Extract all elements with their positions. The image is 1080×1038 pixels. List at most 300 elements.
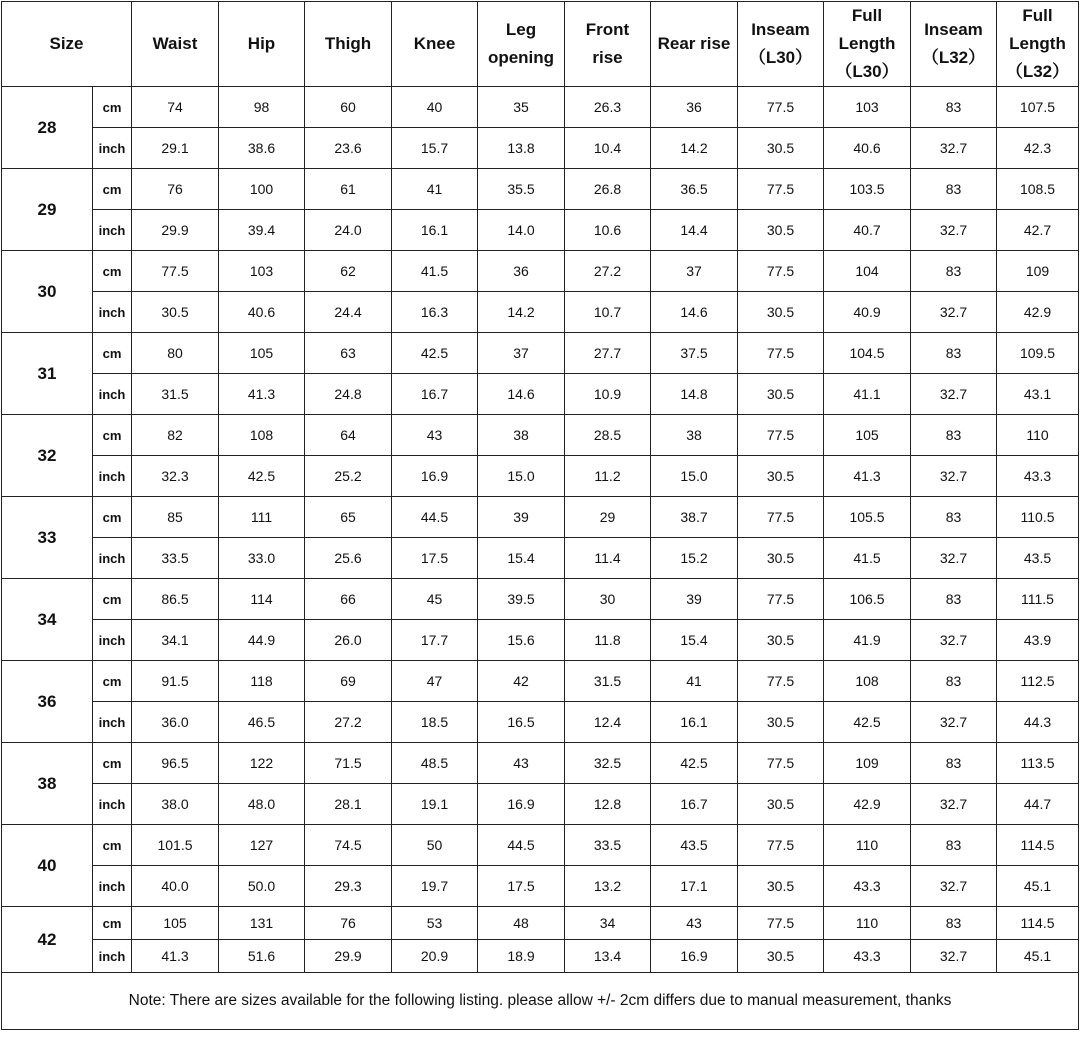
unit-label-cm: cm [93,825,132,866]
measurement-cell: 36.0 [132,702,219,743]
measurement-cell: 37 [478,333,565,374]
measurement-cell: 83 [911,661,997,702]
measurement-cell: 15.4 [651,620,738,661]
measurement-cell: 30.5 [738,374,824,415]
measurement-cell: 77.5 [738,169,824,210]
header-label: Inseam [924,20,983,39]
measurement-cell: 108 [824,661,911,702]
size-row-inch [2,374,1079,415]
measurement-cell: 76 [305,907,392,940]
measurement-cell: 110 [824,825,911,866]
header-size: Size [2,2,132,87]
measurement-cell: 16.7 [651,784,738,825]
measurement-cell: 30.5 [738,866,824,907]
measurement-cell: 86.5 [132,579,219,620]
measurement-cell: 27.2 [305,702,392,743]
unit-label-inch: inch [93,784,132,825]
unit-label-inch: inch [93,292,132,333]
measurement-cell: 32.7 [911,784,997,825]
unit-label-cm: cm [93,333,132,374]
size-label: 32 [2,415,93,497]
measurement-cell: 103 [219,251,305,292]
size-row-inch [2,784,1079,825]
measurement-cell: 25.2 [305,456,392,497]
measurement-cell: 50.0 [219,866,305,907]
measurement-cell: 30.5 [738,620,824,661]
measurement-cell: 83 [911,497,997,538]
size-label: 29 [2,169,93,251]
measurement-cell: 11.4 [565,538,651,579]
measurement-cell: 32.7 [911,210,997,251]
measurement-cell: 18.9 [478,940,565,973]
size-row-inch [2,210,1079,251]
measurement-cell: 23.6 [305,128,392,169]
size-label: 42 [2,907,93,973]
measurement-cell: 32.7 [911,702,997,743]
measurement-cell: 28.1 [305,784,392,825]
header-label: Inseam [751,20,810,39]
measurement-cell: 29 [565,497,651,538]
header-column [911,2,997,87]
measurement-cell: 30.5 [738,538,824,579]
measurement-cell: 34 [565,907,651,940]
measurement-cell: 77.5 [738,497,824,538]
size-chart-table [1,1,1079,1030]
measurement-cell: 11.2 [565,456,651,497]
size-row-inch [2,128,1079,169]
measurement-cell: 32.7 [911,940,997,973]
size-label: 30 [2,251,93,333]
measurement-cell: 114.5 [997,825,1079,866]
measurement-cell: 111 [219,497,305,538]
measurement-cell: 77.5 [738,333,824,374]
size-label: 33 [2,497,93,579]
unit-label-inch: inch [93,620,132,661]
measurement-cell: 36 [651,87,738,128]
measurement-cell: 24.8 [305,374,392,415]
measurement-cell: 16.9 [478,784,565,825]
measurement-cell: 14.2 [651,128,738,169]
measurement-cell: 36.5 [651,169,738,210]
measurement-cell: 42.9 [824,784,911,825]
measurement-cell: 77.5 [738,743,824,784]
size-row-cm [2,743,1079,784]
measurement-cell: 43 [651,907,738,940]
size-row-inch [2,702,1079,743]
measurement-cell: 32.7 [911,456,997,497]
measurement-cell: 17.1 [651,866,738,907]
measurement-cell: 106.5 [824,579,911,620]
measurement-cell: 28.5 [565,415,651,456]
measurement-cell: 14.8 [651,374,738,415]
unit-label-inch: inch [93,210,132,251]
measurement-cell: 43 [392,415,478,456]
measurement-cell: 82 [132,415,219,456]
measurement-cell: 40.9 [824,292,911,333]
measurement-cell: 62 [305,251,392,292]
measurement-cell: 45.1 [997,866,1079,907]
measurement-cell: 48.5 [392,743,478,784]
unit-label-cm: cm [93,251,132,292]
measurement-cell: 108 [219,415,305,456]
measurement-cell: 109 [824,743,911,784]
measurement-cell: 80 [132,333,219,374]
measurement-cell: 41.1 [824,374,911,415]
measurement-cell: 15.0 [478,456,565,497]
measurement-cell: 32.7 [911,292,997,333]
measurement-cell: 105 [824,415,911,456]
header-label: Rear rise [657,34,731,53]
measurement-cell: 25.6 [305,538,392,579]
measurement-cell: 85 [132,497,219,538]
measurement-cell: 83 [911,825,997,866]
measurement-cell: 40.0 [132,866,219,907]
measurement-cell: 32.7 [911,866,997,907]
size-row-inch [2,940,1079,973]
measurement-cell: 41.3 [824,456,911,497]
measurement-cell: 42.7 [997,210,1079,251]
measurement-cell: 18.5 [392,702,478,743]
measurement-cell: 41.9 [824,620,911,661]
header-column [651,2,738,87]
measurement-cell: 10.9 [565,374,651,415]
measurement-cell: 63 [305,333,392,374]
size-row-cm [2,579,1079,620]
measurement-cell: 27.7 [565,333,651,374]
note-text: Note: There are sizes available for the following listing. please allow +/- 2cm differs due to manual measurement, thanks [2,973,1079,1030]
measurement-cell: 44.5 [478,825,565,866]
size-label: 34 [2,579,93,661]
measurement-cell: 83 [911,333,997,374]
size-row-inch [2,292,1079,333]
measurement-cell: 16.7 [392,374,478,415]
measurement-cell: 38 [478,415,565,456]
header-column [565,2,651,87]
header-column [305,2,392,87]
measurement-cell: 110 [997,415,1079,456]
measurement-cell: 131 [219,907,305,940]
measurement-cell: 77.5 [738,579,824,620]
measurement-cell: 15.6 [478,620,565,661]
size-row-cm [2,415,1079,456]
measurement-cell: 103.5 [824,169,911,210]
measurement-cell: 43.3 [997,456,1079,497]
measurement-cell: 76 [132,169,219,210]
measurement-cell: 110.5 [997,497,1079,538]
measurement-cell: 103 [824,87,911,128]
unit-label-inch: inch [93,940,132,973]
measurement-cell: 111.5 [997,579,1079,620]
size-row-inch [2,620,1079,661]
measurement-cell: 44.5 [392,497,478,538]
measurement-cell: 43.3 [824,940,911,973]
measurement-cell: 77.5 [738,415,824,456]
unit-label-cm: cm [93,743,132,784]
measurement-cell: 32.7 [911,620,997,661]
size-label: 28 [2,87,93,169]
measurement-cell: 33.5 [132,538,219,579]
size-label: 38 [2,743,93,825]
measurement-cell: 13.4 [565,940,651,973]
measurement-cell: 42.5 [651,743,738,784]
size-row-cm [2,251,1079,292]
measurement-cell: 40.6 [824,128,911,169]
unit-label-inch: inch [93,538,132,579]
measurement-cell: 16.1 [651,702,738,743]
measurement-cell: 77.5 [738,87,824,128]
measurement-cell: 10.6 [565,210,651,251]
measurement-cell: 17.5 [478,866,565,907]
measurement-cell: 10.4 [565,128,651,169]
table-body [2,87,1079,973]
measurement-cell: 13.8 [478,128,565,169]
measurement-cell: 41.3 [132,940,219,973]
header-label: rise [592,48,623,67]
measurement-cell: 113.5 [997,743,1079,784]
measurement-cell: 40 [392,87,478,128]
header-label: Hip [247,34,276,53]
measurement-cell: 29.1 [132,128,219,169]
measurement-cell: 30.5 [738,292,824,333]
measurement-cell: 13.2 [565,866,651,907]
measurement-cell: 16.3 [392,292,478,333]
measurement-cell: 39.4 [219,210,305,251]
measurement-cell: 77.5 [738,251,824,292]
unit-label-cm: cm [93,169,132,210]
measurement-cell: 45.1 [997,940,1079,973]
header-label: Full [851,6,883,25]
measurement-cell: 19.7 [392,866,478,907]
measurement-cell: 110 [824,907,911,940]
measurement-cell: 33.5 [565,825,651,866]
header-column [478,2,565,87]
measurement-cell: 83 [911,415,997,456]
measurement-cell: 39.5 [478,579,565,620]
measurement-cell: 114 [219,579,305,620]
size-row-cm [2,169,1079,210]
header-label: Length [838,34,896,53]
size-row-inch [2,456,1079,497]
measurement-cell: 48.0 [219,784,305,825]
measurement-cell: 31.5 [565,661,651,702]
measurement-cell: 101.5 [132,825,219,866]
header-label: Front [585,20,630,39]
header-label: Thigh [324,34,372,53]
size-row-inch [2,538,1079,579]
measurement-cell: 48 [478,907,565,940]
measurement-cell: 38.7 [651,497,738,538]
measurement-cell: 42 [478,661,565,702]
measurement-cell: 109 [997,251,1079,292]
size-row-cm [2,907,1079,940]
measurement-cell: 14.0 [478,210,565,251]
measurement-cell: 30 [565,579,651,620]
measurement-cell: 35.5 [478,169,565,210]
measurement-cell: 51.6 [219,940,305,973]
measurement-cell: 105.5 [824,497,911,538]
unit-label-cm: cm [93,497,132,538]
measurement-cell: 42.5 [824,702,911,743]
size-label: 36 [2,661,93,743]
measurement-cell: 83 [911,743,997,784]
size-row-inch [2,866,1079,907]
measurement-cell: 42.9 [997,292,1079,333]
measurement-cell: 41.5 [392,251,478,292]
header-column [738,2,824,87]
measurement-cell: 30.5 [738,456,824,497]
measurement-cell: 15.0 [651,456,738,497]
measurement-cell: 30.5 [738,940,824,973]
measurement-cell: 16.9 [392,456,478,497]
measurement-cell: 11.8 [565,620,651,661]
measurement-cell: 43.1 [997,374,1079,415]
measurement-cell: 43.9 [997,620,1079,661]
unit-label-inch: inch [93,866,132,907]
measurement-cell: 42.5 [392,333,478,374]
size-label: 40 [2,825,93,907]
measurement-cell: 26.0 [305,620,392,661]
measurement-cell: 39 [651,579,738,620]
unit-label-inch: inch [93,374,132,415]
unit-label-cm: cm [93,579,132,620]
measurement-cell: 26.3 [565,87,651,128]
header-label: （L30） [748,48,813,67]
measurement-cell: 112.5 [997,661,1079,702]
measurement-cell: 30.5 [132,292,219,333]
header-label: opening [487,48,555,67]
unit-label-inch: inch [93,456,132,497]
measurement-cell: 114.5 [997,907,1079,940]
measurement-cell: 14.2 [478,292,565,333]
measurement-cell: 16.1 [392,210,478,251]
measurement-cell: 37.5 [651,333,738,374]
measurement-cell: 107.5 [997,87,1079,128]
measurement-cell: 69 [305,661,392,702]
measurement-cell: 65 [305,497,392,538]
measurement-cell: 30.5 [738,784,824,825]
header-label: Full [1022,6,1053,25]
measurement-cell: 83 [911,251,997,292]
measurement-cell: 40.6 [219,292,305,333]
measurement-cell: 118 [219,661,305,702]
measurement-cell: 104 [824,251,911,292]
measurement-cell: 74 [132,87,219,128]
header-label: Waist [152,34,198,53]
size-label: 31 [2,333,93,415]
measurement-cell: 96.5 [132,743,219,784]
measurement-cell: 15.7 [392,128,478,169]
measurement-cell: 127 [219,825,305,866]
header-column [132,2,219,87]
unit-label-cm: cm [93,87,132,128]
unit-label-inch: inch [93,702,132,743]
measurement-cell: 61 [305,169,392,210]
header-label: （L32） [921,48,986,67]
measurement-cell: 74.5 [305,825,392,866]
header-column [997,2,1079,87]
measurement-cell: 41.3 [219,374,305,415]
measurement-cell: 42.5 [219,456,305,497]
measurement-cell: 34.1 [132,620,219,661]
unit-label-cm: cm [93,907,132,940]
measurement-cell: 27.2 [565,251,651,292]
measurement-cell: 17.5 [392,538,478,579]
measurement-cell: 33.0 [219,538,305,579]
measurement-cell: 122 [219,743,305,784]
header-column [392,2,478,87]
measurement-cell: 45 [392,579,478,620]
measurement-cell: 26.8 [565,169,651,210]
measurement-cell: 30.5 [738,702,824,743]
header-label: Length [1009,34,1066,53]
measurement-cell: 19.1 [392,784,478,825]
measurement-cell: 91.5 [132,661,219,702]
measurement-cell: 44.9 [219,620,305,661]
measurement-cell: 32.7 [911,128,997,169]
measurement-cell: 77.5 [738,661,824,702]
measurement-cell: 77.5 [738,825,824,866]
header-label: （L32） [1005,62,1070,81]
size-row-cm [2,825,1079,866]
measurement-cell: 105 [132,907,219,940]
measurement-cell: 43.5 [651,825,738,866]
measurement-cell: 20.9 [392,940,478,973]
size-row-cm [2,87,1079,128]
measurement-cell: 41 [651,661,738,702]
measurement-cell: 32.3 [132,456,219,497]
measurement-cell: 37 [651,251,738,292]
measurement-cell: 47 [392,661,478,702]
measurement-cell: 43.3 [824,866,911,907]
measurement-cell: 108.5 [997,169,1079,210]
measurement-cell: 29.9 [132,210,219,251]
measurement-cell: 16.5 [478,702,565,743]
measurement-cell: 109.5 [997,333,1079,374]
unit-label-cm: cm [93,661,132,702]
measurement-cell: 14.6 [478,374,565,415]
measurement-cell: 17.7 [392,620,478,661]
measurement-cell: 24.0 [305,210,392,251]
measurement-cell: 10.7 [565,292,651,333]
measurement-cell: 66 [305,579,392,620]
measurement-cell: 83 [911,169,997,210]
header-label: Leg [505,20,537,39]
measurement-cell: 83 [911,907,997,940]
measurement-cell: 12.8 [565,784,651,825]
measurement-cell: 12.4 [565,702,651,743]
header-row [2,2,1079,87]
measurement-cell: 32.5 [565,743,651,784]
measurement-cell: 36 [478,251,565,292]
measurement-cell: 53 [392,907,478,940]
unit-label-inch: inch [93,128,132,169]
measurement-cell: 83 [911,87,997,128]
measurement-cell: 39 [478,497,565,538]
measurement-cell: 42.3 [997,128,1079,169]
header-label: Knee [413,34,456,53]
measurement-cell: 46.5 [219,702,305,743]
measurement-cell: 31.5 [132,374,219,415]
measurement-cell: 60 [305,87,392,128]
measurement-cell: 29.9 [305,940,392,973]
measurement-cell: 64 [305,415,392,456]
measurement-cell: 38.0 [132,784,219,825]
measurement-cell: 44.7 [997,784,1079,825]
measurement-cell: 43 [478,743,565,784]
measurement-cell: 30.5 [738,210,824,251]
measurement-cell: 83 [911,579,997,620]
measurement-cell: 32.7 [911,538,997,579]
